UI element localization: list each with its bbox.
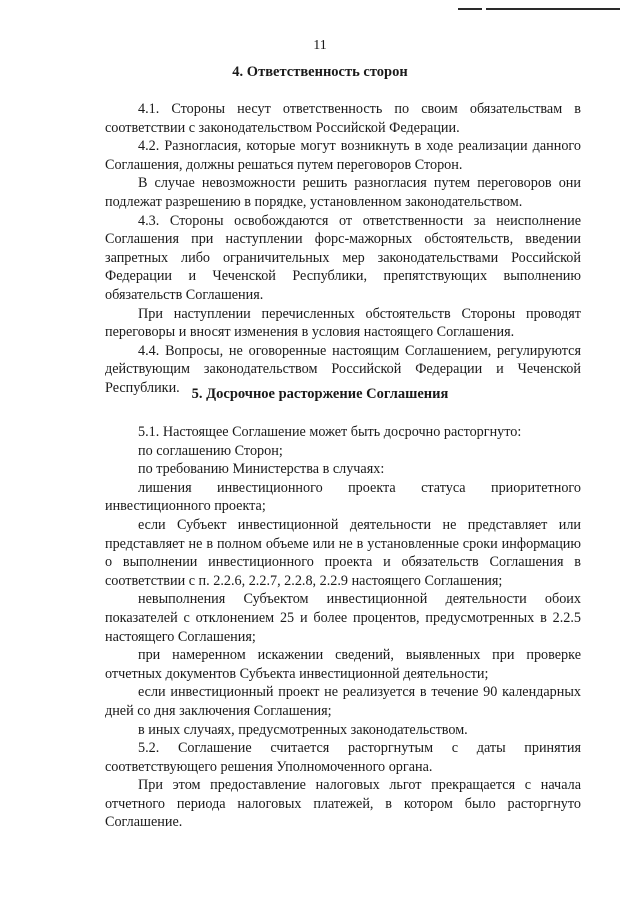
page-number: 11 bbox=[313, 38, 327, 53]
paragraph-5-2-continued: При этом предоставление налоговых льгот прекращается с начала отчетного периода налоговых платежей, в котором было расторгнуто Соглашение. bbox=[105, 777, 581, 831]
paragraph-4-3-continued: При наступлении перечисленных обстоятельств Стороны проводят переговоры и вносят изменения в условия настоящего Соглашения. bbox=[105, 305, 581, 341]
paragraph-4-4: 4.4. Вопросы, не оговоренные настоящим Соглашением, регулируются действующим законодательством Российской Федерации и Чеченской Республики. bbox=[105, 342, 581, 396]
section-4-body bbox=[105, 100, 581, 398]
paragraph-4-2: 4.2. Разногласия, которые могут возникнуть в ходе реализации данного Соглашения, должны решаться путем переговоров Сторон. bbox=[105, 138, 581, 173]
paragraph-4-1: 4.1. Стороны несут ответственность по своим обязательствам в соответствии с законодательством Российской Федерации. bbox=[105, 101, 581, 136]
list-item-other-cases: в иных случаях, предусмотренных законодательством. bbox=[138, 721, 468, 738]
section-4-title: 4. Ответственность сторон bbox=[232, 64, 408, 80]
paragraph-4-2-continued: В случае невозможности решить разногласия путем переговоров они подлежат разрешению в порядке, установленном законодательством. bbox=[105, 175, 581, 210]
list-item-reporting-failure: если Субъект инвестиционной деятельности не представляет или представляет не в полном объеме или не в установленные сроки информацию о выполнении инвестиционного проекта и обязательств Соглашения в соответствии с п. 2.2.6, 2.2.7, 2.2.8, 2.2.9 настоящего Соглашения; bbox=[105, 516, 581, 589]
section-5-title: 5. Досрочное расторжение Соглашения bbox=[191, 386, 449, 402]
section-5-body bbox=[105, 423, 581, 832]
paragraph-5-2: 5.2. Соглашение считается расторгнутым с даты принятия соответствующего решения Уполномоченного органа. bbox=[105, 740, 581, 775]
top-rule-segment-long bbox=[486, 8, 620, 10]
list-item-ministry-request: по требованию Министерства в случаях: bbox=[138, 461, 385, 478]
paragraph-5-1: 5.1. Настоящее Соглашение может быть досрочно расторгнуто: bbox=[138, 424, 522, 440]
paragraph-4-3: 4.3. Стороны освобождаются от ответственности за неисполнение Соглашения при наступлении форс-мажорных обстоятельств, введении запретных либо ограничительных мер законодательствами Российской Федерации и Чеченской Республики, препятствующих выполнению обязательств Соглашения. bbox=[105, 212, 581, 303]
list-item-not-implemented: если инвестиционный проект не реализуется в течение 90 календарных дней со дня заключения Соглашения; bbox=[105, 684, 581, 719]
list-item-indicators-failure: невыполнения Субъектом инвестиционной деятельности обоих показателей с отклонением 25 и более процентов, предусмотренных в 2.2.5 настоящего Соглашения; bbox=[105, 591, 581, 645]
list-item-status-loss: лишения инвестиционного проекта статуса приоритетного инвестиционного проекта; bbox=[105, 479, 581, 515]
list-item-distortion: при намеренном искажении сведений, выявленных при проверке отчетных документов Субъекта инвестиционной деятельности; bbox=[105, 647, 581, 682]
top-rule-segment-short bbox=[458, 8, 482, 10]
list-item-agreement: по соглашению Сторон; bbox=[138, 442, 283, 459]
